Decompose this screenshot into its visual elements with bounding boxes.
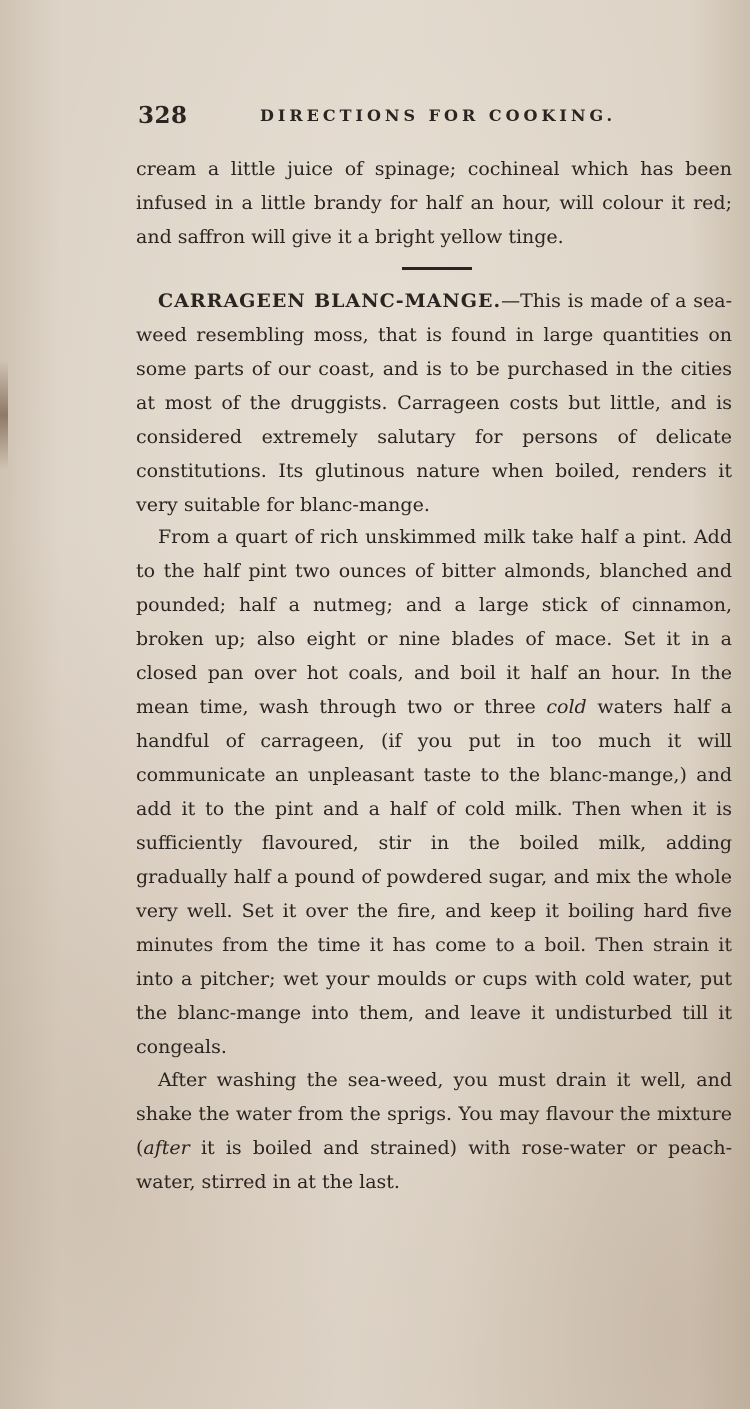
page-edge-stain	[0, 360, 8, 470]
intro-text: cream a little juice of spinage; cochineal which has been infused in a little brandy for half an hour, will colour it red; and saffron will give it a bright yellow tinge.	[136, 158, 732, 248]
method-text-b: waters half a handful of carrageen, (if you put in too much it will communicate an unpleasant taste to the blanc-mange,) and add it to the pint and a half of cold milk. Then when it is sufficiently flavoured, stir in the boiled milk, adding gradually half a pound of powdered sugar, and mix the whole very well. Set it over the fire, and keep it boiling hard five minutes from the time it has come to a boil. Then strain it into a pitcher; wet your moulds or cups with cold water, put the blanc-mange into them, and leave it undisturbed till it congeals.	[136, 696, 733, 1058]
recipe-opening-text: —This is made of a sea-weed resembling moss, that is found in large quantities on some parts of our coast, and is to be purchased in the cities at most of the druggists. Carrageen costs but little, and is considered extremely salutary for persons of delicate constitutions. Its glutinous nature when boiled, renders it very suitable for blanc-mange.	[136, 290, 732, 516]
recipe-third-paragraph	[136, 1063, 732, 1199]
section-divider	[402, 267, 472, 270]
recipe-first-paragraph	[136, 284, 732, 522]
note-text-b: it is boiled and strained) with rose-water or peach-water, stirred in at the last.	[136, 1137, 732, 1193]
note-italic-word: after	[143, 1137, 190, 1159]
recipe-second-paragraph	[136, 520, 732, 1064]
running-title: DIRECTIONS FOR COOKING.	[260, 106, 617, 125]
method-text-a: From a quart of rich unskimmed milk take half a pint. Add to the half pint two ounces of bitter almonds, blanched and pounded; half a nutmeg; and a large stick of cinnamon, broken up; also eight or nine blades of mace. Set it in a closed pan over hot coals, and boil it half an hour. In the mean time, wash through two or three	[136, 526, 732, 718]
intro-paragraph	[136, 152, 732, 254]
method-italic-word: cold	[546, 696, 587, 718]
running-head	[138, 102, 738, 134]
recipe-opening	[136, 284, 732, 522]
recipe-title: CARRAGEEN BLANC-MANGE.	[158, 290, 502, 312]
recipe-note	[136, 1063, 732, 1199]
note-text-a: After washing the sea-weed, you must drain it well, and shake the water from the sprigs. You may flavour the mixture (	[136, 1069, 732, 1159]
page-number: 328	[138, 102, 188, 129]
recipe-method	[136, 520, 732, 1064]
